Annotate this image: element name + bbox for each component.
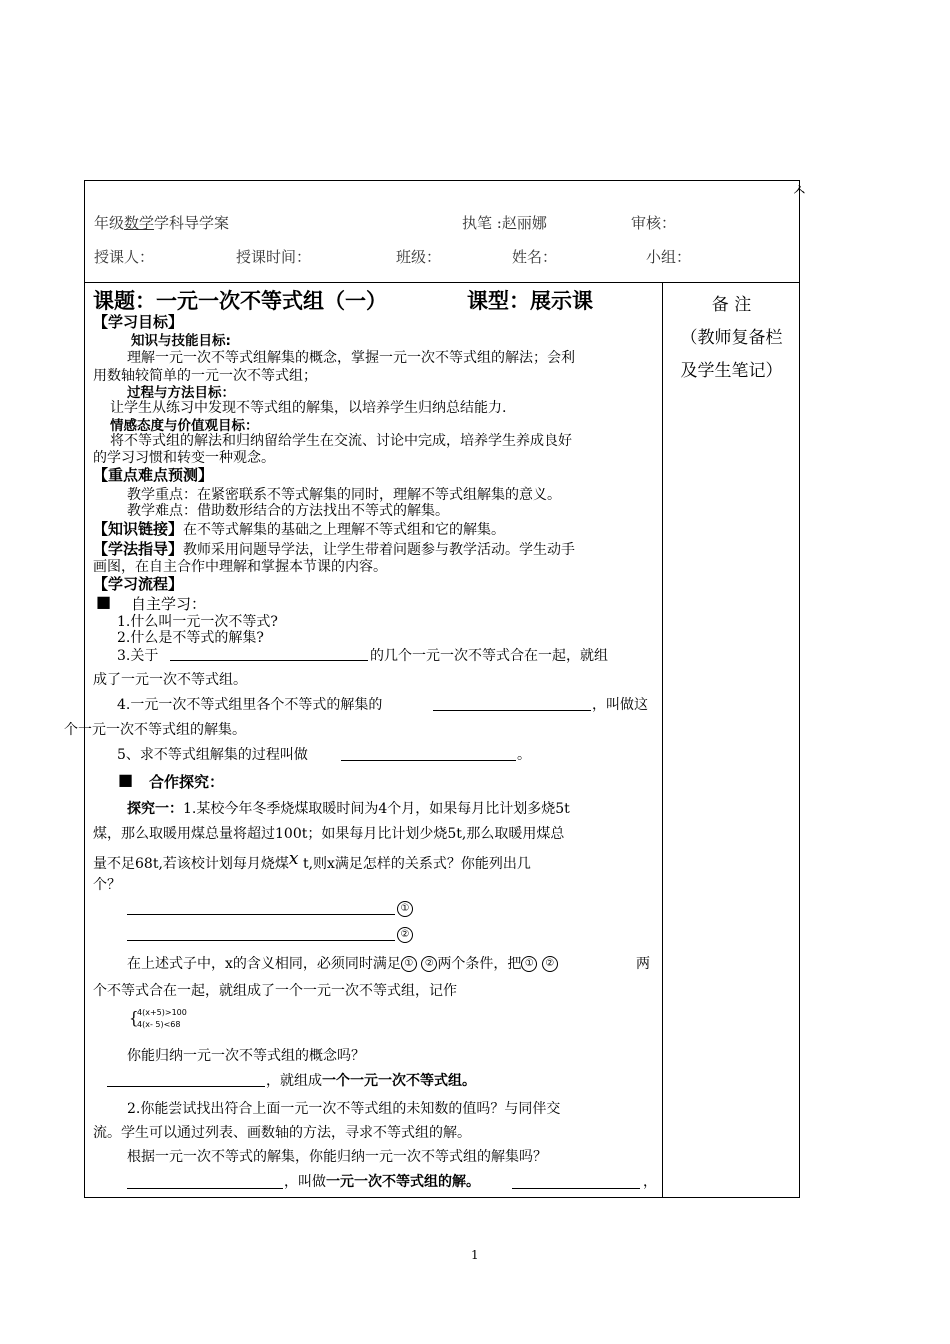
explore-line-4: 个？ bbox=[93, 877, 121, 893]
explore-line-2: 煤，那么取暖用煤总量将超过100t；如果每月比计划少烧5t,那么取暖用煤总 bbox=[93, 826, 565, 842]
blank-line[interactable] bbox=[433, 710, 591, 711]
question-5-end: 。 bbox=[517, 747, 531, 763]
header-grade: 年级数学学科导学案 bbox=[94, 214, 230, 232]
link-paragraph: 【知识链接】在不等式解集的基础之上理解不等式组和它的解集。 bbox=[93, 520, 506, 538]
answer-line-2[interactable] bbox=[127, 940, 395, 941]
explore-line-5: 在上述式子中，x的含义相同，必须同时满足 ① ② 两个条件，把 ① ② bbox=[127, 953, 558, 973]
explore-line-1: 探究一：1.某校今年冬季烧煤取暖时间为4个月，如果每月比计划多烧5t bbox=[127, 801, 570, 817]
header-author: 执笔 :赵丽娜 bbox=[462, 214, 547, 232]
question-4-cont: ，叫做这 bbox=[592, 697, 648, 713]
notes-line-3: 及学生笔记） bbox=[680, 361, 783, 381]
system-brace: { bbox=[129, 1008, 139, 1028]
inequality-1: 4(x+5)>100 bbox=[137, 1008, 187, 1017]
square-bullet-icon: ■ bbox=[96, 592, 112, 611]
explore-line-7: 2.你能尝试找出符合上面一元一次不等式组的未知数的值吗？与同伴交 bbox=[127, 1101, 561, 1117]
solution-blank-2[interactable] bbox=[512, 1188, 640, 1189]
question-3-end: 成了一元一次不等式组。 bbox=[93, 672, 247, 688]
answer-line-1[interactable] bbox=[127, 914, 395, 915]
key-difficulty: 教学难点：借助数形结合的方法找出不等式的解集。 bbox=[127, 503, 449, 519]
question-2: 2.什么是不等式的解集? bbox=[117, 630, 264, 646]
lesson-topic: 课题：一元一次不等式组（一） bbox=[93, 289, 387, 313]
explore-line-3: 量不足68t,若该校计划每月烧煤x t,则x满足怎样的关系式？你能列出几 bbox=[93, 849, 531, 872]
page-number: 1 bbox=[471, 1248, 479, 1262]
knowledge-line-2: 用数轴较简单的一元一次不等式组； bbox=[93, 368, 317, 384]
circled-two: ② bbox=[397, 927, 413, 943]
key-focus: 教学重点：在紧密联系不等式解集的同时，理解不等式组解集的意义。 bbox=[127, 487, 561, 503]
explore-line-9: 根据一元一次不等式的解集，你能归纳一元一次不等式组的解集吗？ bbox=[127, 1149, 547, 1165]
question-3-cont: 的几个一元一次不等式合在一起，就组 bbox=[370, 648, 608, 664]
process-text: 让学生从练习中发现不等式组的解集，以培养学生归纳总结能力. bbox=[110, 400, 507, 416]
inequality-2: 4(x- 5)<68 bbox=[137, 1020, 181, 1029]
corner-mark: ㅅ bbox=[791, 181, 808, 201]
self-study-title: 自主学习： bbox=[131, 595, 207, 613]
blank-line[interactable] bbox=[170, 660, 368, 661]
circled-one: ① bbox=[397, 901, 413, 917]
knowledge-title: 知识与技能目标: bbox=[131, 333, 231, 349]
method-paragraph: 【学法指导】教师采用问题导学法，让学生带着问题参与教学活动。学生动手 bbox=[93, 540, 576, 558]
knowledge-line-1: 理解一元一次不等式组解集的概念，掌握一元一次不等式组的解法；会利 bbox=[127, 350, 575, 366]
square-bullet-icon: ■ bbox=[118, 770, 134, 789]
question-1: 1.什么叫一元一次不等式? bbox=[117, 614, 278, 630]
header-teacher: 授课人： bbox=[94, 248, 155, 266]
concept-blank[interactable] bbox=[107, 1086, 265, 1087]
question-5: 5、求不等式组解集的过程叫做 bbox=[117, 747, 308, 763]
explore-line-10: ，叫做一元一次不等式组的解。 bbox=[284, 1174, 480, 1190]
flow-heading: 【学习流程】 bbox=[93, 575, 184, 593]
header-class: 班级： bbox=[396, 248, 442, 266]
method-line-2: 画图，在自主合作中理解和掌握本节课的内容。 bbox=[93, 559, 387, 575]
question-4: 4.一元一次不等式组里各个不等式的解集的 bbox=[117, 697, 383, 713]
header-review: 审核： bbox=[631, 214, 677, 232]
explore-line-5-end: 两 bbox=[636, 956, 650, 972]
concept-question: 你能归纳一元一次不等式组的概念吗？ bbox=[127, 1048, 365, 1064]
concept-answer: ，就组成一个一元一次不等式组。 bbox=[266, 1073, 476, 1089]
notes-column-divider bbox=[662, 282, 663, 1198]
explore-line-10-end: ， bbox=[643, 1174, 657, 1190]
emotion-line-2: 的学习习惯和转变一种观念。 bbox=[93, 450, 275, 466]
goals-heading: 【学习目标】 bbox=[93, 313, 184, 331]
cooperation-title: 合作探究： bbox=[149, 773, 225, 791]
emotion-line-1: 将不等式组的解法和归纳留给学生在交流、讨论中完成，培养学生养成良好 bbox=[110, 433, 572, 449]
process-title: 过程与方法目标： bbox=[127, 385, 235, 401]
notes-line-2: （教师复备栏 bbox=[680, 328, 783, 348]
notes-title: 备 注 bbox=[711, 295, 752, 315]
lesson-type: 课型：展示课 bbox=[467, 289, 593, 313]
header-time: 授课时间： bbox=[236, 248, 312, 266]
emotion-title: 情感态度与价值观目标： bbox=[110, 418, 259, 434]
key-heading: 【重点难点预测】 bbox=[93, 466, 214, 484]
explore-line-8: 流。学生可以通过列表、画数轴的方法，寻求不等式组的解。 bbox=[93, 1125, 471, 1141]
blank-line[interactable] bbox=[341, 760, 516, 761]
header-divider bbox=[84, 282, 800, 283]
question-3: 3.关于 bbox=[117, 648, 159, 664]
explore-line-6: 个不等式合在一起，就组成了一个一元一次不等式组，记作 bbox=[93, 983, 457, 999]
header-group: 小组： bbox=[646, 248, 692, 266]
question-4-end: 个一元一次不等式组的解集。 bbox=[64, 722, 246, 738]
header-name: 姓名： bbox=[512, 248, 558, 266]
solution-blank-1[interactable] bbox=[127, 1188, 283, 1189]
